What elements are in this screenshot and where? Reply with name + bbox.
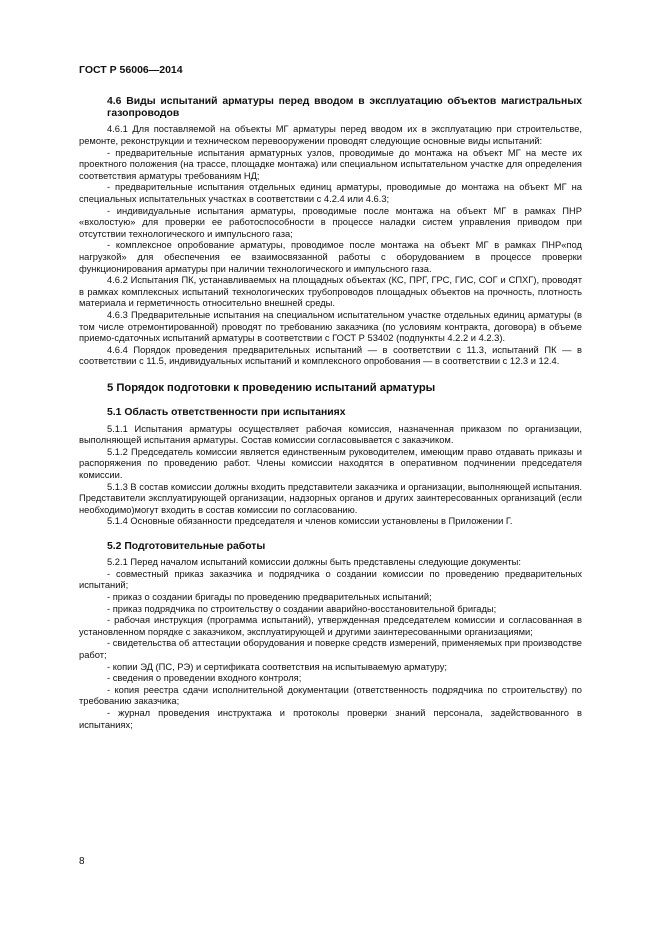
list-item: - свидетельства об аттестации оборудования и поверке средств измерений, применяемых при производстве работ; [79,638,582,660]
list-item: - приказ подрядчика по строительству о создании аварийно-восстановительной бригады; [107,603,497,614]
paragraph-4-6-2: 4.6.2 Испытания ПК, устанавливаемых на площадных объектах (КС, ПРГ, ГРС, ГИС, СОГ и СПХГ), проводят в рамках комплексных испытаний технологических трубопроводов площадных объектов на прочность, плотность материала и герметичность относительно внешней среды. [79,275,582,309]
paragraph-5-2-1: 5.2.1 Перед началом испытаний комиссии должны быть представлены следующие документы: [107,557,521,568]
page-content [79,96,582,731]
list-item: - сведения о проведении входного контроля; [107,673,302,684]
list-item: - рабочая инструкция (программа испытаний), утвержденная председателем комиссии и согласованная в установленном порядке с заказчиком, эксплуатирующей и другими заинтересованными организациями; [79,615,582,637]
section-4-6-heading: 4.6 Виды испытаний арматуры перед вводом в эксплуатацию объектов магистральных газопроводов [107,96,582,120]
list-item: - копии ЭД (ПС, РЭ) и сертификата соответствия на испытываемую арматуру; [107,661,448,672]
paragraph-5-1-2: 5.1.2 Председатель комиссии является единственным руководителем, имеющим право отдавать приказы и распоряжения по проведению работ. Члены комиссии находятся в оперативном подчинении председателя комиссии. [79,446,582,481]
list-item: - предварительные испытания отдельных единиц арматуры, проводимые до монтажа на объект МГ на специальных испытательных участках в соответствии с 4.2.4 или 4.6.3; [79,182,582,204]
list-item: - предварительные испытания арматурных узлов, проводимые до монтажа на объект МГ на месте их проектного положения (на трассе, площадке монтажа) или специальном испытательном участке для определения соответствия арматуры требованиям НД; [79,147,582,181]
page-number: 8 [79,856,85,867]
paragraph-4-6-3: 4.6.3 Предварительные испытания на специальном испытательном участке отдельных единиц арматуры (в том числе отремонтированной) проводят по требованию заказчика (по условиям контракта, договора) в объеме приемо-сдаточных испытаний арматуры в соответствии с ГОСТ Р 53402 (подпункты 4.2.2 и 4.2.3). [79,309,582,344]
section-5-heading: 5 Порядок подготовки к проведению испытаний арматуры [107,381,436,394]
document-code: ГОСТ Р 56006—2014 [79,64,183,76]
list-item: - приказ о создании бригады по проведению предварительных испытаний; [107,592,432,602]
list-item: - копия реестра сдачи исполнительной документации (ответственность подрядчика по строительству) по требованию заказчика; [79,684,582,707]
list-item: - журнал проведения инструктажа и протоколы проверки знаний персонала, задействованного в испытаниях; [79,707,582,730]
paragraph-4-6-1: 4.6.1 Для поставляемой на объекты МГ арматуры перед вводом их в эксплуатацию при строительстве, ремонте, реконструкции и техническом перевооружении проводят следующие основные виды испытаний: [79,124,582,146]
paragraph-5-1-1: 5.1.1 Испытания арматуры осуществляет рабочая комиссия, назначенная приказом по организации, выполняющей испытания арматуры. Состав комиссии согласовывается с заказчиком. [79,423,582,446]
section-5-1-heading: 5.1 Область ответственности при испытаниях [107,407,346,419]
list-item: - комплексное опробование арматуры, проводимое после монтажа на объект МГ в рамках ПНР«под нагрузкой» для обеспечения ее взаимосвязанной работы с оборудованием в процессе проверки функционирования арматуры при наличии технологического и импульсного газа. [79,240,582,274]
paragraph-5-1-3: 5.1.3 В состав комиссии должны входить представители заказчика и организации, выполняющей испытания. Представители эксплуатирующей организации, надзорных органов и других заинтересованных организаций (если необходимо)могут входить в состав комиссии по согласованию. [79,481,582,515]
list-item: - индивидуальные испытания арматуры, проводимые после монтажа на объект МГ в рамках ПНР «вхолостую» для проверки ее работоспособности в процессе наладки систем управления приводом при отсутствии технологического и импульсного газа; [79,205,582,239]
paragraph-4-6-4: 4.6.4 Порядок проведения предварительных испытаний — в соответствии с 11.3, испытаний ПК — в соответствии с 11.5, индивидуальных испытаний и комплексного опробования — в соответствии с 12.3 и 12.4. [79,344,582,367]
list-item: - совместный приказ заказчика и подрядчика о создании комиссии по проведению предварительных испытаний; [79,568,582,591]
section-5-2-heading: 5.2 Подготовительные работы [107,541,266,553]
paragraph-5-1-4: 5.1.4 Основные обязанности председателя и членов комиссии установлены в Приложении Г. [107,516,513,527]
